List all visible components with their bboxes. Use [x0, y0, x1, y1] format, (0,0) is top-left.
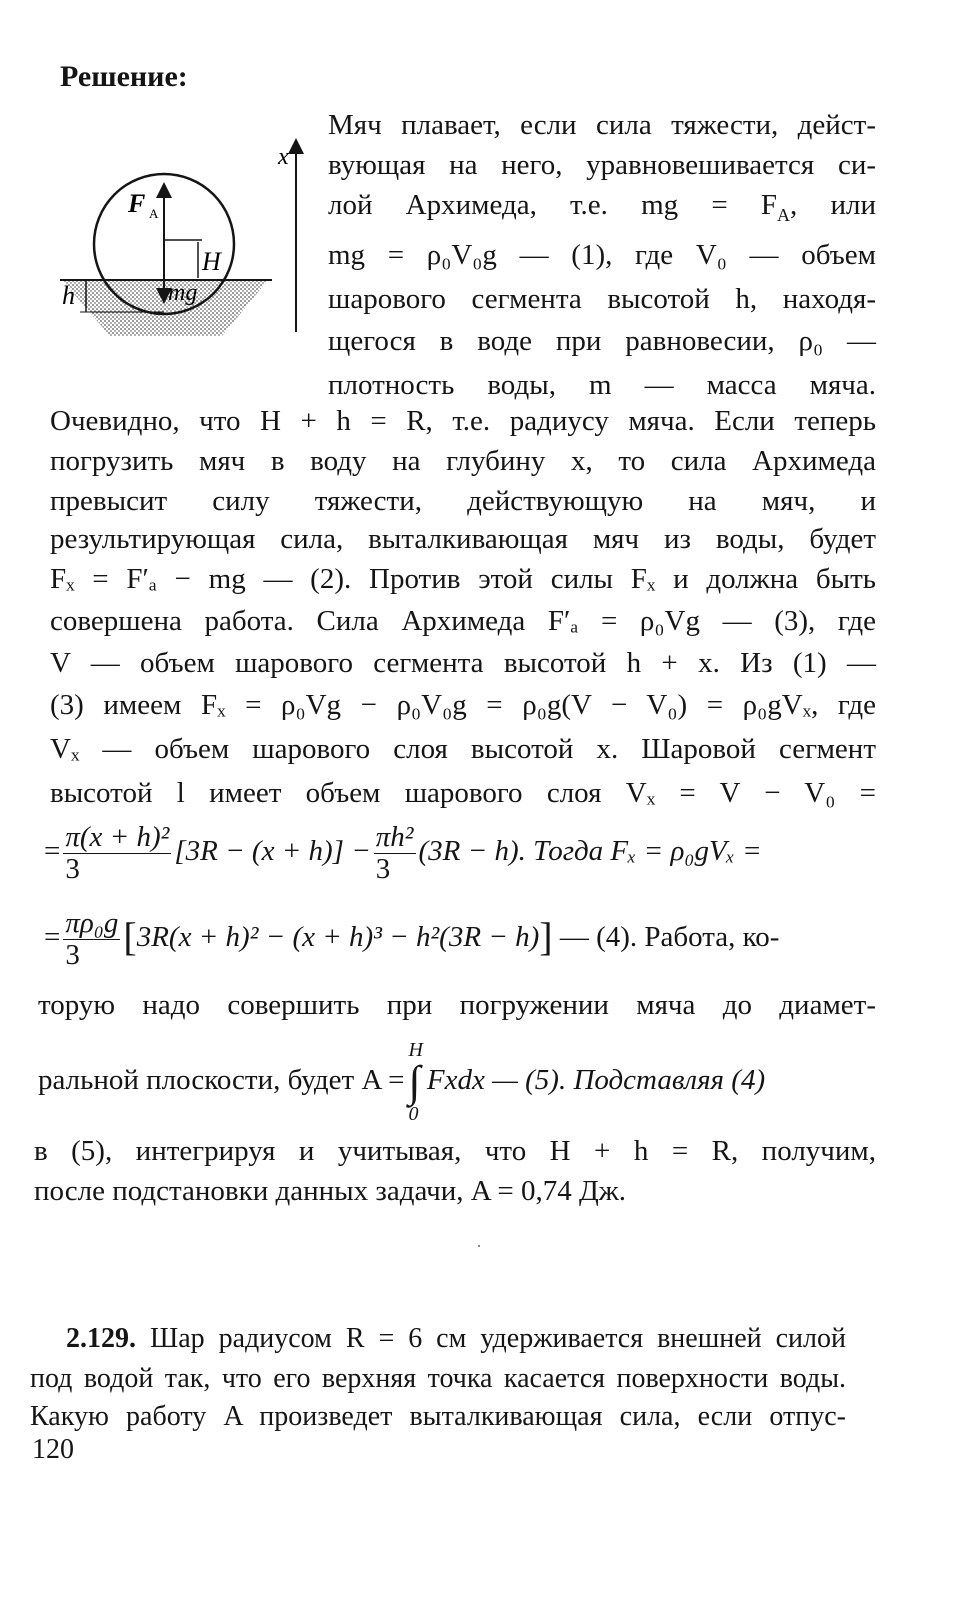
side-line-7: плотность воды, m — масса мяча. [328, 369, 876, 401]
problem-line-1: 2.129. Шар радиусом R = 6 см удерживается внешней силой [66, 1323, 846, 1354]
body-line-6: совершена работа. Сила Архимеда F′ₐ = ρ₀Vg — (3), где [50, 605, 876, 637]
body-line-9: Vₓ — объем шарового слоя высотой x. Шаровой сегмент [50, 733, 876, 765]
force-up-label: F [128, 189, 146, 218]
side-line-4: mg = ρ₀V₀g — (1), где V₀ — объем [328, 239, 876, 271]
body-line-4: результирующая сила, выталкивающая мяч из воды, будет [50, 523, 876, 555]
solution-heading: Решение: [60, 60, 188, 93]
x-axis-label: x [278, 144, 289, 170]
after-line-4: после подстановки данных задачи, A = 0,74 Дж. [34, 1175, 627, 1207]
force-down-label: mg [168, 280, 198, 306]
body-line-7: V — объем шарового сегмента высотой h + x. Из (1) — [50, 647, 876, 679]
height-big-label: H [202, 247, 221, 276]
fraction-1: $\frac{\text{π(x + h)²}}{3}$ [65, 821, 170, 885]
page-number: 120 [32, 1434, 74, 1465]
body-line-10: высотой l имеет объем шарового слоя Vₓ = V − V₀ = [50, 777, 876, 809]
fraction-2: $\frac{\text{πh²}}{3}$ [375, 821, 414, 885]
ball-diagram [52, 128, 312, 348]
force-up-sub: A [149, 206, 159, 221]
problem-line-2: под водой так, что его верхняя точка касается поверхности воды. [30, 1363, 846, 1394]
side-line-5: шарового сегмента высотой h, находя- [328, 283, 876, 315]
formula-line-1: = $\frac{\text{π(x + h)²}}{3}$ [3R − (x + h)] − $\frac{\text{πh²}}{3}$ (3R − h). Тогда Fₓ = ρ₀gVₓ = [44, 821, 762, 885]
scan-speck [478, 1245, 480, 1247]
body-line-1: Очевидно, что H + h = R, т.е. радиусу мяча. Если теперь [50, 405, 876, 437]
after-line-3: в (5), интегрируя и учитывая, что H + h = R, получим, [34, 1135, 876, 1167]
integral-symbol: H ∫ 0 [408, 1039, 423, 1126]
side-line-3: лой Архимеда, т.е. mg = $F_A$, или [328, 189, 877, 225]
side-line-6: щегося в воде при равновесии, ρ₀ — [328, 325, 876, 357]
problem-line-3: Какую работу A произведет выталкивающая сила, если отпус- [30, 1401, 846, 1432]
problem-number: 2.129. [66, 1323, 136, 1354]
body-line-2: погрузить мяч в воду на глубину x, то сила Архимеда [50, 445, 876, 477]
after-line-1: торую надо совершить при погружении мяча до диамет- [38, 989, 876, 1021]
height-small-label: h [62, 281, 75, 310]
side-line-2: вующая на него, уравновешивается си- [328, 149, 876, 181]
after-line-2: ральной плоскости, будет A =H ∫ 0Fxdx — (5). Подставляя (4) [38, 1039, 766, 1126]
formula-line-2: = $\frac{\text{πρ₀g}}{3}$ [3R(x + h)² − (x + h)³ − h²(3R − h)] — (4). Работа, ко- [44, 907, 780, 971]
body-line-8: (3) имеем Fₓ = ρ₀Vg − ρ₀V₀g = ρ₀g(V − V₀) = ρ₀gVₓ, где [50, 689, 876, 721]
fraction-3: $\frac{\text{πρ₀g}}{3}$ [65, 907, 119, 971]
side-line-1: Мяч плавает, если сила тяжести, дейст- [328, 109, 876, 141]
body-line-3: превысит силу тяжести, действующую на мяч, и [50, 485, 876, 517]
body-line-5: Fₓ = F′ₐ − mg — (2). Против этой силы Fₓ и должна быть [50, 563, 876, 595]
